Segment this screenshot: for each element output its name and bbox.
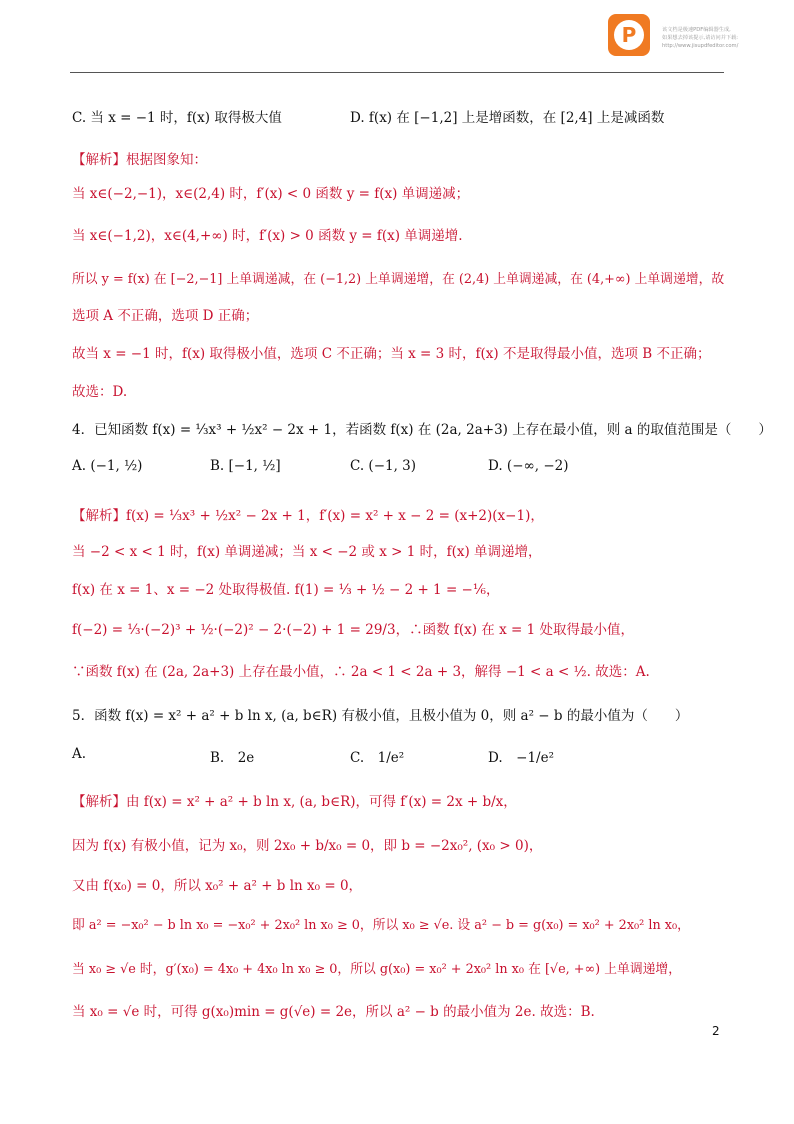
logo-letter: P xyxy=(621,23,637,47)
q4-option-a: A. (−1, ½) xyxy=(72,458,143,474)
q5-stem: 5．函数 f(x) = x² + a² + b ln x, (a, b∈R) 有极小值，且极小值为 0，则 a² − b 的最小值为（ ） xyxy=(72,708,689,724)
q5-analysis-line: 【解析】由 f(x) = x² + a² + b ln x, (a, b∈R)，可得 f′(x) = 2x + b/x， xyxy=(72,794,517,810)
q5-option-b: B. 2e xyxy=(210,750,255,766)
page-number: 2 xyxy=(712,1024,720,1038)
q4-stem: 4．已知函数 f(x) = ⅓x³ + ½x² − 2x + 1，若函数 f(x) 在 (2a, 2a+3) 上存在最小值，则 a 的取值范围是（ ） xyxy=(72,422,772,438)
logo-circle xyxy=(614,20,644,50)
q5-option-d: D. −1/e² xyxy=(488,750,554,766)
notice-line: http://www.jisupdfeditor.com/ xyxy=(662,43,739,49)
q3-option-d: D. f(x) 在 [−1,2] 上是增函数，在 [2,4] 上是减函数 xyxy=(350,110,665,126)
q5-analysis-line: 又由 f(x₀) = 0，所以 x₀² + a² + b ln x₀ = 0， xyxy=(72,878,363,894)
q4-option-b: B. [−1, ½] xyxy=(210,458,281,474)
q3-option-c: C. 当 x = −1 时，f(x) 取得极大值 xyxy=(72,110,282,126)
q4-analysis-line: 【解析】f(x) = ⅓x³ + ½x² − 2x + 1，f′(x) = x² + x − 2 = (x+2)(x−1)， xyxy=(72,508,544,524)
q3-answer: 故选：D. xyxy=(72,384,128,400)
watermark-notice xyxy=(662,26,780,50)
notice-line: 该文档是极速PDF编辑器生成, xyxy=(662,27,731,33)
q5-analysis-line: 当 x₀ ≥ √e 时，g′(x₀) = 4x₀ + 4x₀ ln x₀ ≥ 0，所以 g(x₀) = x₀² + 2x₀² ln x₀ 在 [√e, +∞) 上单调递增， xyxy=(72,962,682,977)
q3-analysis-line: 【解析】根据图象知： xyxy=(72,152,207,168)
q3-analysis-line: 所以 y = f(x) 在 [−2,−1] 上单调递减，在 (−1,2) 上单调递增，在 (2,4) 上单调递减，在 (4,+∞) 上单调递增，故 xyxy=(72,272,725,287)
q4-analysis-line: f(x) 在 x = 1、x = −2 处取得极值. f(1) = ⅓ + ½ − 2 + 1 = −⅙， xyxy=(72,582,500,598)
q5-analysis-line: 即 a² = −x₀² − b ln x₀ = −x₀² + 2x₀² ln x₀ ≥ 0，所以 x₀ ≥ √e. 设 a² − b = g(x₀) = x₀² + 2x₀² ln x₀， xyxy=(72,918,690,933)
q5-option-c: C. 1/e² xyxy=(350,750,405,766)
q4-analysis-line: 当 −2 < x < 1 时，f(x) 单调递减；当 x < −2 或 x > 1 时，f(x) 单调递增， xyxy=(72,544,542,560)
q4-analysis-line: ∵函数 f(x) 在 (2a, 2a+3) 上存在最小值，∴ 2a < 1 < 2a + 3，解得 −1 < a < ½. 故选：A. xyxy=(72,664,650,680)
q4-analysis-line: f(−2) = ⅓·(−2)³ + ½·(−2)² − 2·(−2) + 1 = 29/3，∴函数 f(x) 在 x = 1 处取得最小值， xyxy=(72,622,634,638)
q3-analysis-line: 选项 A 不正确，选项 D 正确； xyxy=(72,308,259,324)
q3-analysis-line: 当 x∈(−2,−1)，x∈(2,4) 时，f′(x) < 0 函数 y = f(x) 单调递减； xyxy=(72,186,470,202)
q3-analysis-line: 故当 x = −1 时，f(x) 取得极小值，选项 C 不正确；当 x = 3 时，f(x) 不是取得最小值，选项 B 不正确； xyxy=(72,346,711,362)
q3-analysis-line: 当 x∈(−1,2)，x∈(4,+∞) 时，f′(x) > 0 函数 y = f(x) 单调递增. xyxy=(72,228,463,244)
q4-option-d: D. (−∞, −2) xyxy=(488,458,569,474)
header-rule xyxy=(70,72,724,73)
q4-option-c: C. (−1, 3) xyxy=(350,458,417,474)
q5-analysis-line: 因为 f(x) 有极小值，记为 x₀，则 2x₀ + b/x₀ = 0，即 b = −2x₀², (x₀ > 0)， xyxy=(72,838,543,854)
pdf-editor-logo xyxy=(608,14,650,56)
q5-option-a: A. xyxy=(72,746,87,762)
notice-line: 如果想去掉该提示,请访问并下载: xyxy=(662,35,739,41)
q5-answer: 当 x₀ = √e 时，可得 g(x₀)min = g(√e) = 2e，所以 a² − b 的最小值为 2e. 故选：B. xyxy=(72,1004,595,1020)
